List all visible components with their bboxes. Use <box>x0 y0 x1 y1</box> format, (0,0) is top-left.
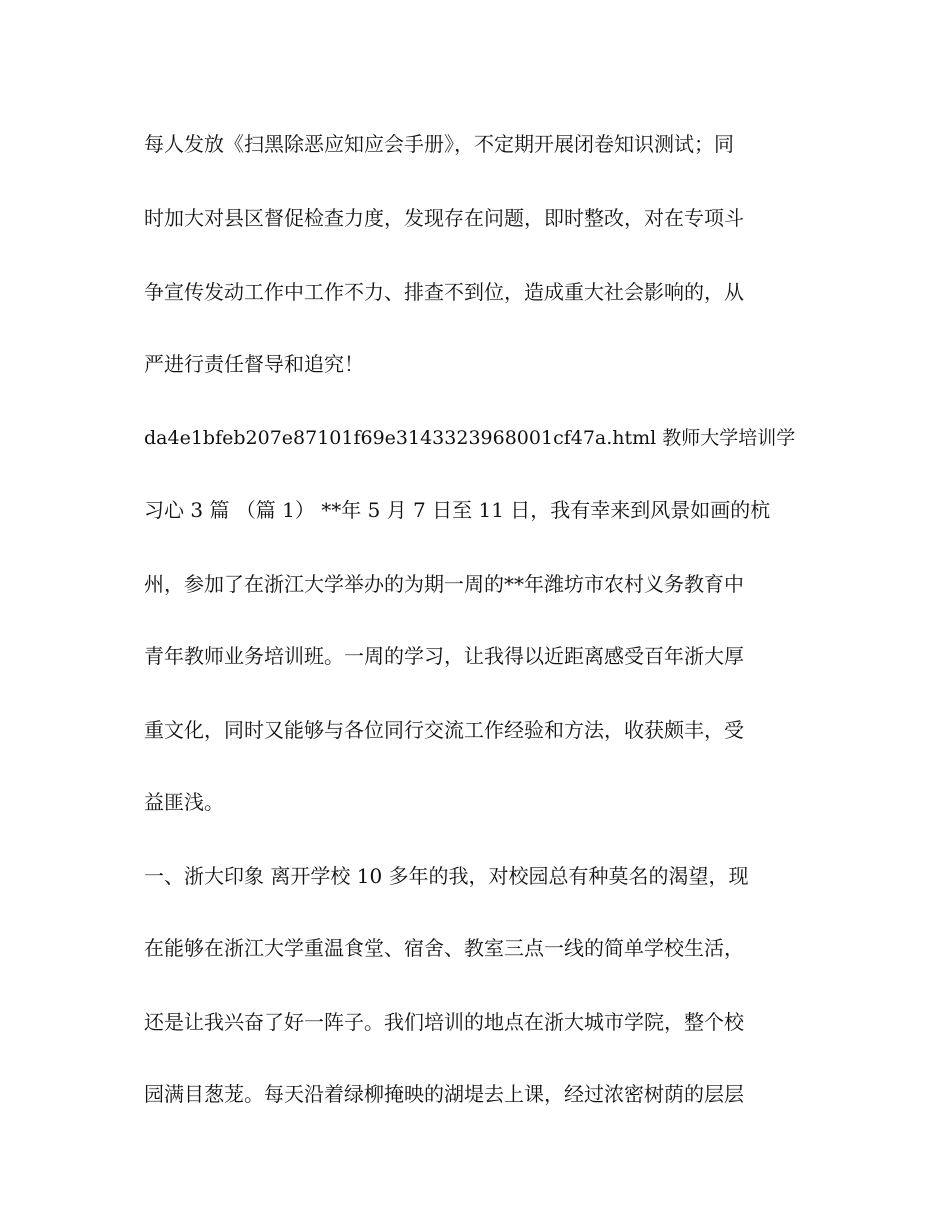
text-line-7: 州，参加了在浙江大学举办的为期一周的**年潍坊市农村义务教育中 <box>144 572 744 596</box>
text-line-10: 益匪浅。 <box>144 790 224 814</box>
text-line-14: 园满目葱茏。每天沿着绿柳掩映的湖堤去上课，经过浓密树荫的层层 <box>144 1082 744 1106</box>
text-line-4: 严进行责任督导和追究！ <box>144 352 364 376</box>
text-line-3: 争宣传发动工作中工作不力、排查不到位，造成重大社会影响的，从 <box>144 280 744 304</box>
text-line-8: 青年教师业务培训班。一周的学习，让我得以近距离感受百年浙大厚 <box>144 644 744 668</box>
text-line-11: 一、浙大印象 离开学校 10 多年的我，对校园总有种莫名的渴望，现 <box>144 864 749 888</box>
text-line-13: 还是让我兴奋了好一阵子。我们培训的地点在浙大城市学院，整个校 <box>144 1010 744 1034</box>
text-line-12: 在能够在浙江大学重温食堂、宿舍、教室三点一线的简单学校生活， <box>144 936 744 960</box>
text-line-6: 习心 3 篇 （篇 1） **年 5 月 7 日至 11 日，我有幸来到风景如画的杭 <box>144 498 771 522</box>
text-line-2: 时加大对县区督促检查力度，发现存在问题，即时整改，对在专项斗 <box>144 206 744 230</box>
text-line-9: 重文化，同时又能够与各位同行交流工作经验和方法，收获颇丰，受 <box>144 718 744 742</box>
text-line-1: 每人发放《扫黑除恶应知应会手册》，不定期开展闭卷知识测试；同 <box>144 132 734 156</box>
text-line-5: da4e1bfeb207e87101f69e3143323968001cf47a.html 教师大学培训学 <box>144 427 796 449</box>
